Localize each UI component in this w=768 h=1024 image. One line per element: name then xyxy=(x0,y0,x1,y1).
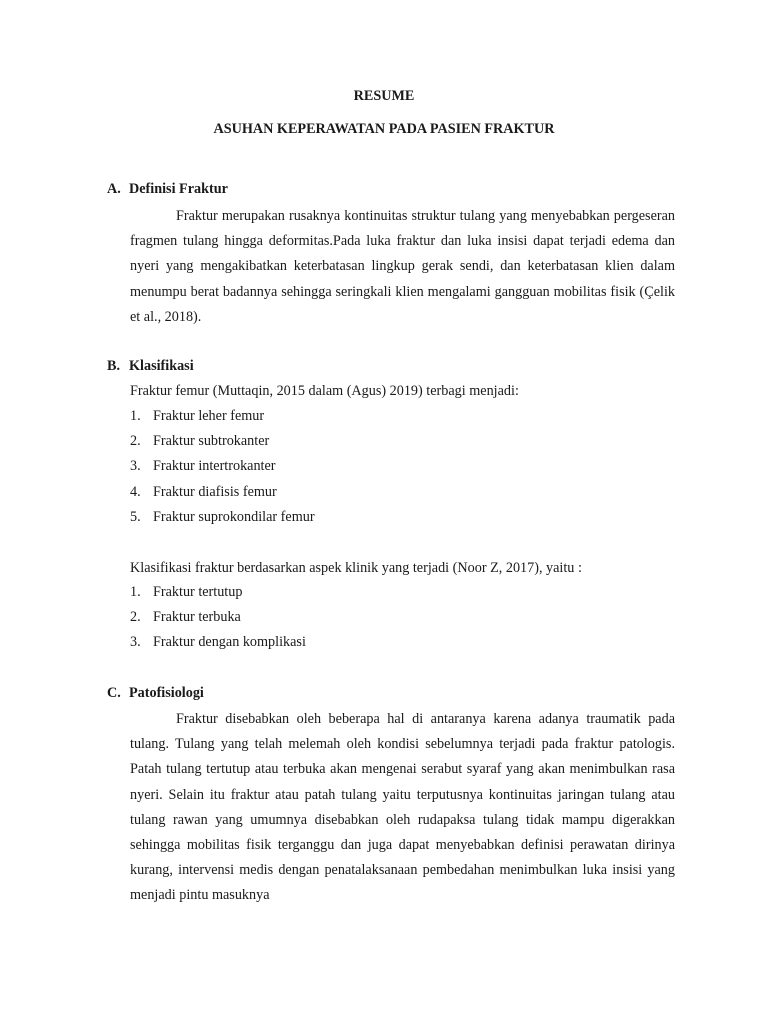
section-b-intro-clinical: Klasifikasi fraktur berdasarkan aspek klinik yang terjadi (Noor Z, 2017), yaitu : xyxy=(130,560,582,576)
section-b-heading xyxy=(107,358,194,375)
document-title: RESUME xyxy=(353,88,415,104)
section-c-heading xyxy=(107,685,204,702)
list-item: 1. Fraktur leher femur xyxy=(130,408,265,424)
section-c-letter: C. xyxy=(107,685,121,701)
list-item: 3. Fraktur dengan komplikasi xyxy=(130,634,306,651)
list-item: 3. Fraktur intertrokanter xyxy=(130,458,276,475)
femur-classification-list xyxy=(130,404,315,530)
section-b-title: Klasifikasi xyxy=(129,358,194,374)
section-b-intro-femur: Fraktur femur (Muttaqin, 2015 dalam (Agus) 2019) terbagi menjadi: xyxy=(130,383,519,399)
section-a-paragraph: Fraktur merupakan rusaknya kontinuitas struktur tulang yang menyebabkan pergeseran fragmen tulang hingga deformitas.Pada luka fraktur dan luka insisi dapat terjadi edema dan nyeri yang mengakibatkan keterbatasan lingkup gerak sendi, dan keterbatasan klien dalam menumpu berat badannya sehingga seringkali klien mengalami gangguan mobilitas fisik (Çelik et al., 2018). xyxy=(130,208,675,325)
list-item: 2. Fraktur subtrokanter xyxy=(130,433,270,450)
section-a-letter: A. xyxy=(107,181,121,197)
document-subtitle: ASUHAN KEPERAWATAN PADA PASIEN FRAKTUR xyxy=(213,121,555,137)
list-item: 5. Fraktur suprokondilar femur xyxy=(130,508,315,525)
list-item: 1. Fraktur tertutup xyxy=(130,584,243,600)
section-b-letter: B. xyxy=(107,358,121,374)
list-item: 4. Fraktur diafisis femur xyxy=(130,483,277,500)
section-a-heading xyxy=(107,181,228,198)
section-c-paragraph: Fraktur disebabkan oleh beberapa hal di antaranya karena adanya traumatik pada tulang. Tulang yang telah melemah oleh kondisi sebelumnya terjadi pada fraktur patologis. Patah tulang tertutup atau terbuka akan mengenai serabut syaraf yang akan menimbulkan rasa nyeri. Selain itu fraktur atau patah tulang yaitu terputusnya kontinuitas jaringan tulang atau tulang rawan yang umumnya disebabkan oleh rudapaksa tulang tidak mampu digerakkan sehingga mobilitas fisik terganggu dan juga dapat menyebabkan definisi perawatan dirinya kurang, intervensi medis dengan penatalaksanaan pembedahan menimbulkan luka insisi yang menjadi pintu masuknya xyxy=(130,711,675,904)
section-a-title: Definisi Fraktur xyxy=(129,181,228,197)
clinical-classification-list xyxy=(130,580,306,656)
list-item: 2. Fraktur terbuka xyxy=(130,609,241,626)
section-c-title: Patofisiologi xyxy=(129,685,204,701)
